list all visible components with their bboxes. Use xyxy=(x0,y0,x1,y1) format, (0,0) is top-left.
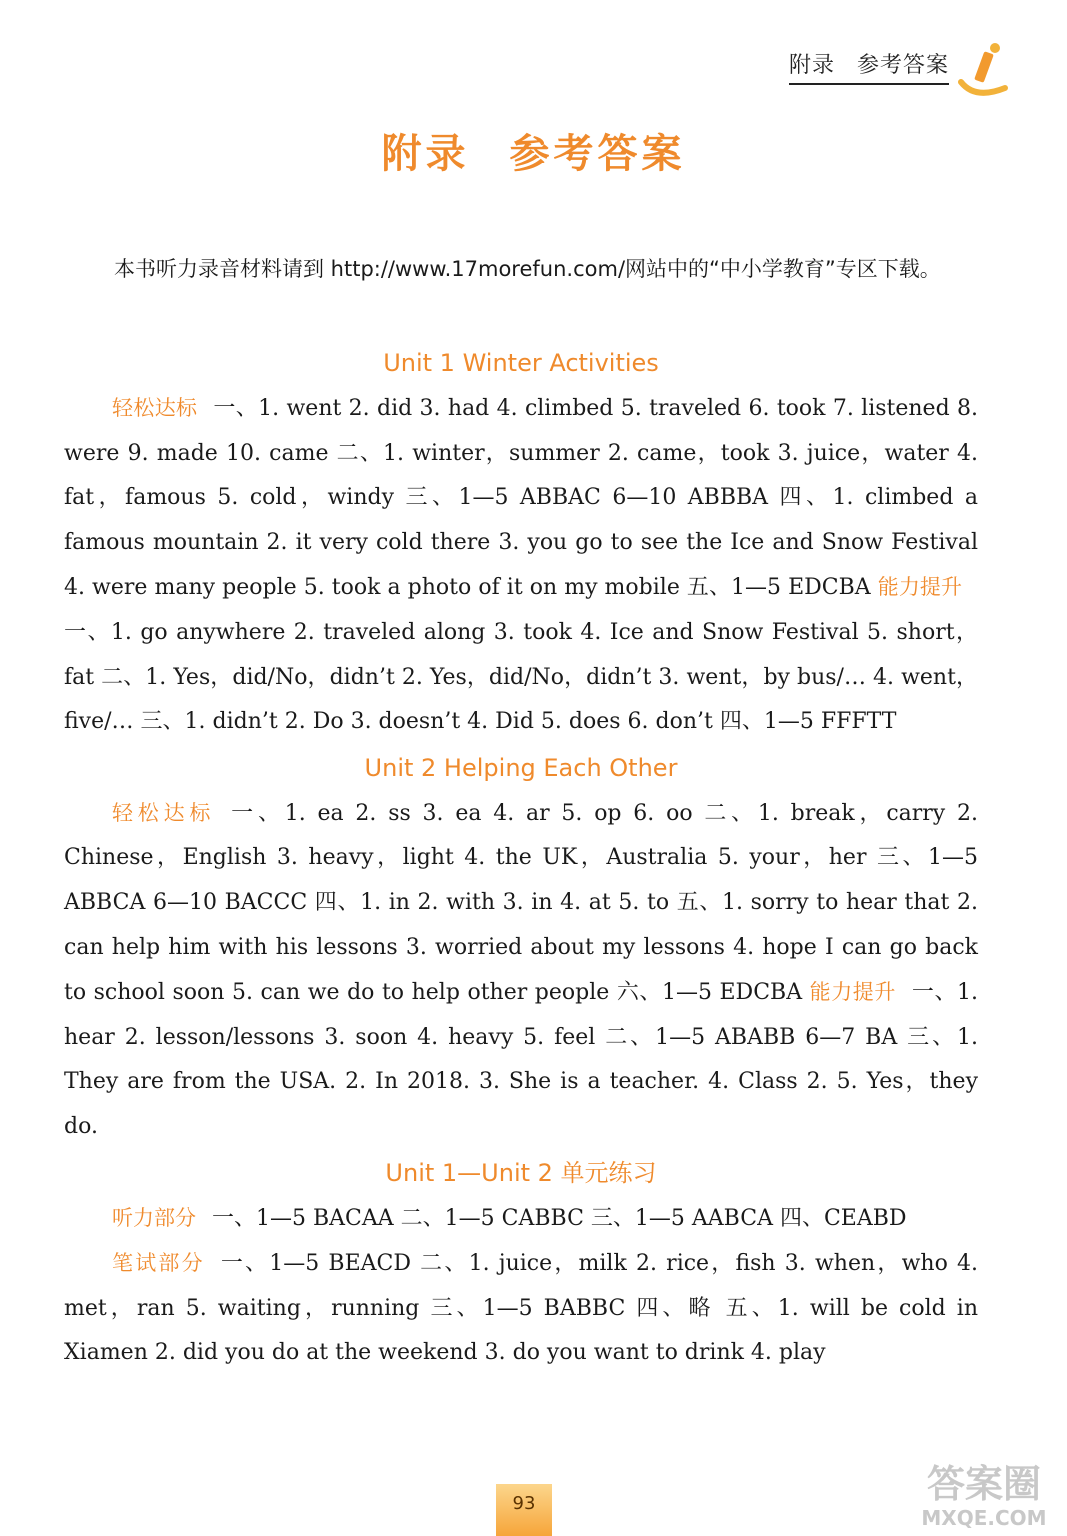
listening-tag: 听力部分 xyxy=(112,1205,196,1230)
pencil-logo-icon xyxy=(955,38,1013,104)
answer-content xyxy=(64,340,978,1376)
unit1-answers xyxy=(64,386,978,745)
review-writing xyxy=(64,1241,978,1376)
title-answers: 参考答案 xyxy=(509,131,686,177)
watermark-text: 答案圈 xyxy=(926,1462,1041,1506)
unit1-basic-tag: 轻松达标 xyxy=(112,396,198,420)
unit2-basic-answers: 一、1. ea 2. ss 3. ea 4. ar 5. op 6. oo 二、1. break，carry 2. Chinese，English 3. heavy，light 4. the UK，Australia 5. your，her 三、1—5 ABBCA 6—10 BACCC 四、1. in 2. with 3. in 4. at 5. to 五、1. sorry to hear that 2. can help him with his lessons 3. worried about my lessons 4. hope I can go back to school soon 5. can we do to help other people 六、1—5 EDCBA xyxy=(64,800,978,1006)
unit2-title: Unit 2 Helping Each Other xyxy=(364,753,678,782)
listening-answers: 一、1—5 BACAA 二、1—5 CABBC 三、1—5 AABCA 四、CEABD xyxy=(212,1205,907,1231)
writing-answers: 一、1—5 BEACD 二、1. juice，milk 2. rice，fish 3. when，who 4. met，ran 5. waiting，running 三、1—5 BABBC 四、略 五、1. will be cold in Xiamen 2. did you do at the weekend 3. do you want to drink 4. play xyxy=(64,1251,978,1366)
unit1-title: Unit 1 Winter Activities xyxy=(383,349,659,377)
title-appendix: 附录 xyxy=(381,131,470,177)
running-header xyxy=(789,48,949,85)
unit2-basic-tag: 轻松达标 xyxy=(112,800,216,825)
writing-tag: 笔试部分 xyxy=(112,1251,205,1276)
watermark xyxy=(909,1462,1059,1530)
header-appendix: 附录 xyxy=(788,53,835,78)
unit1-advanced-answers: 一、1. go anywhere 2. traveled along 3. took 4. Ice and Snow Festival 5. short，fat 二、1. Yes，did/No，didn’t 2. Yes，did/No，didn’t 3. went，by bus/… 4. went，five/… 三、1. didn’t 2. Do 3. doesn’t 4. Did 5. does 6. don’t 四、1—5 FFFTT xyxy=(64,619,978,735)
watermark-url: MXQE.COM xyxy=(921,1506,1047,1530)
unit2-advanced-answers: 一、1. hear 2. lesson/lessons 3. soon 4. heavy 5. feel 二、1—5 ABABB 6—7 BA 三、1. They are from the USA. 2. In 2018. 3. She is a teacher. 4. Class 2. 5. Yes，they do. xyxy=(64,980,978,1139)
intro-paragraph: 本书听力录音材料请到 http://www.17morefun.com/网站中的“中小学教育”专区下载。 xyxy=(114,257,941,281)
unit2-advanced-tag: 能力提升 xyxy=(809,980,896,1005)
unit1-advanced-tag: 能力提升 xyxy=(877,575,963,600)
page-title xyxy=(0,122,1067,179)
unit2-answers xyxy=(64,791,978,1150)
unit1-basic-answers: 一、1. went 2. did 3. had 4. climbed 5. traveled 6. took 7. listened 8. were 9. made 10. came 二、1. winter，summer 2. came，took 3. juice，water 4. fat，famous 5. cold，windy 三、1—5 ABBAC 6—10 ABBBA 四、1. climbed a famous mountain 2. it very cold there 3. you go to see the Ice and Snow Festival 4. were many people 5. took a photo of it on my mobile 五、1—5 EDCBA xyxy=(64,396,978,601)
review-listening xyxy=(64,1196,978,1242)
page-number: 93 xyxy=(496,1484,552,1536)
header-answers: 参考答案 xyxy=(856,53,949,78)
review-title: Unit 1—Unit 2 单元练习 xyxy=(385,1158,657,1187)
